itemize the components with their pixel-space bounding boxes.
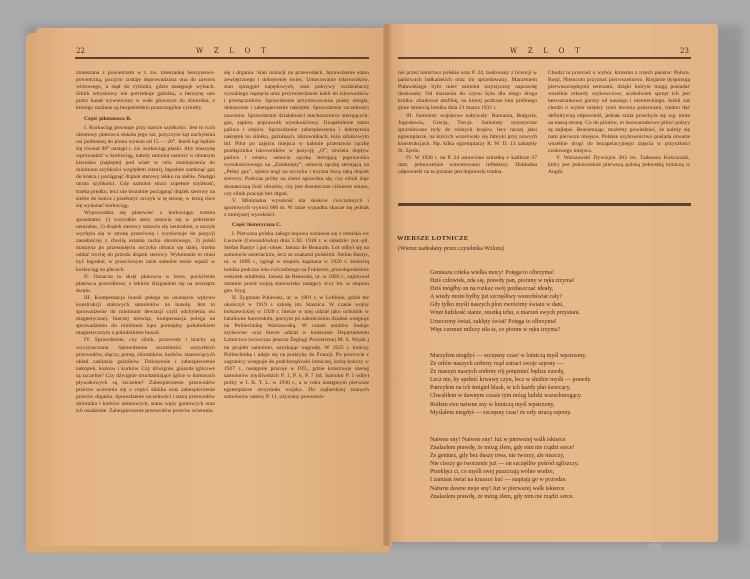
poem-line: Myślałem niegdyś — szczęsny czas! że orły stracą szpony. bbox=[430, 409, 572, 416]
page-tear-notch bbox=[648, 543, 662, 551]
paragraph: V. Warszawski Dywizjon 303 im. Tadeusza Kościuszki, który jest jednocześnie pierwszą polską jednostką lotniczą w Anglii. bbox=[548, 155, 690, 176]
poem-line: Więc czemuż milczy siła ta, co piorun w ręku trzyma? bbox=[430, 326, 561, 333]
poem-line: Znalazłem prawdę, że mózg złem, gdy nim nie rządzi serce. bbox=[430, 493, 574, 500]
poem-line: Geniuszu człeka wielka mocy! Potęga to olbrzyma! bbox=[430, 270, 554, 276]
poem-line: Znalazłem prawdę, że mózg złem, gdy nim nie rządzi serce! bbox=[430, 445, 575, 452]
page-number-right: 23 bbox=[680, 47, 689, 55]
paragraph: I. Korkociąg powstaje przy starcie szybkości. Jest to ruch obrotowy płatowca dokoła jego osi, przyczym kąt nachylenia osi podłużnej do pionu wynosi od 15 — 20°. Jeżeli kąt będzie się równał 90° nastąpi t. zw. korkociąg płaski. Aby maszynę wprowadzić w korkociąg, należy samolot ustawić w obranym kierunku (najlepiej pod wiatr w celu zmniejszenia do minimum szybkości względem ziemi), łagodnie zamknąć gaz do końca i pociągnąć drążek sterowy lekko na siebie. Nastąpi utrata szybkości. Gdy samolot straci zupełnie szybkość, trzeba prędko, lecz nie brutalnie pociągnąć drążek sterowy na siebie do końca i przełożyć orczyk w tę stronę, w którą chce się wykonać korkociąg. bbox=[76, 124, 215, 209]
poem-stanza-1 bbox=[430, 269, 580, 334]
paragraph: V. Minimalna wysokość dla skoków ćwiczebnych i sportowych wynosi 600 m. W razie wypadku skacze się jednak z mniejszej wysokości. bbox=[224, 197, 369, 218]
book-gutter bbox=[383, 24, 391, 546]
poem-line: Patrzyłem na ich śmigieł blask, w ich każdy płat świecący, bbox=[430, 385, 571, 392]
poem-line: Marzyłem niegdyś — szczęsny czas! w lotniczą myśl wpatrzony, bbox=[430, 353, 587, 359]
poem-line: Naiwne sny! Naiwne sny! Już w pierwszej walk iskierce bbox=[430, 437, 566, 443]
poem-line: Wnet ludzkość stanie, resztką tchu, u marzeń swych przystani. bbox=[430, 310, 581, 317]
section-heading: Część historyczna C. bbox=[232, 221, 282, 228]
section-heading: Część pilotażowa B. bbox=[84, 115, 132, 122]
poem-line: Dziś człowiek, zda się, prawdy pan, pioruny w ręku trzyma! bbox=[430, 278, 575, 285]
poem-stanza-3 bbox=[430, 436, 579, 501]
right-page-column-1 bbox=[398, 70, 537, 176]
page-number-left: 22 bbox=[76, 47, 85, 55]
header-rule-left bbox=[75, 57, 369, 59]
right-page-column-2 bbox=[548, 70, 690, 176]
poem-line: Urzeczony świat, zaklęty świat! Potęga to olbrzyma! bbox=[430, 318, 557, 325]
header-rule-right bbox=[398, 57, 691, 59]
running-head-left: W Z L O T bbox=[196, 47, 270, 55]
paragraph: III. Kompensacja busoli polega na usunięciu wpływu konstrukcji stalowych samolotów na busolę. Jest to sprowadzenie do minimum dewiacji czyli odchylenia osi magnetycznej. Inaczej mówiąc, kompensacja polega na sprowadzeniu do minimum kąta pomiędzy południkiem magnetycznym a południkiem busoli. bbox=[76, 294, 215, 337]
running-head-right: W Z L O T bbox=[510, 47, 584, 55]
poem-line: Że geniusz, gdy bez duszy trwa, nie tworzy, ale niszczy, bbox=[430, 453, 565, 460]
paragraph: nie przez lotnictwo polskie oraz P. 24, budowany z licencji w państwach bałkańskich oraz im sprzedawany. Marzeniem Puławskiego było mieć samolot turystyczny naprawdę doskonały. Od marzenia do czynu była dla niego droga krótka: zbudował amfibię, na której podczas lotu próbnego ginie śmiercią lotnika dnia 21 marca 1931 r. bbox=[398, 70, 537, 112]
paragraph: III. Samoloty wojskowe nabywały: Rumunia, Bułgaria, Jugosławia, Grecja, Turcja. Samoloty turystyczne sprzedawane były do różnych krajów, lecz raczej jako egzemplarze, na których wzorowały się fabryki przy nowych konstrukcjach. Np. kilka egzemplarzy R. W. D. 13 zakupiły St. Zjedn. bbox=[398, 112, 537, 155]
poem-line: Chwaliłem w dawnym czasie tym mózg ludzki wszechmogący. bbox=[430, 393, 582, 400]
poem-line: Przeklęci ci, co myśli swej puszczają wolno wodze, bbox=[430, 469, 555, 476]
paragraph: Chodzi tu przecież o wybór, któremu z trzech państw: Polsce, Rosji, Niemcom przyznać pierwszeństwo. Rosjanie dysponują pierwszorzędnymi terenami, dzięki którym mogą posiadać wszelkie rekordy szybowcowe, aczkolwiek sprzęt ich jest bezwarunkowo gorszy od naszego i niemieckiego. Jeżeli zaś chodzi o wybór między tymi dwoma państwami, trudno dać definitywną odpowiedź, jednak szala przechyla się wg. mnie na naszą stronę. Co do pilotów, to bezwarunkowo piloci polscy są najlepsi. Reasumując, możemy powiedzieć, że należy się nam pierwsze miejsce. Polskie szybownictwo posiada otwarte wszelkie drogi do bezapelacyjnego zajęcia w przyszłości czołowego miejsca. bbox=[548, 70, 690, 155]
poem-line: Lecz nie, by spełnić krwawy czyn, lecz w służbie myśli — prawdy. bbox=[430, 377, 592, 384]
left-page-column-2 bbox=[224, 70, 369, 401]
paragraph: II. Zygmunt Puławski, ur. w 1901 r. w Lublinie, gdzie też ukończył w 1919 r. szkołę im. Staszica. W czasie wojny bolszewickiej w 1920 r. bierze w niej udział jako ochotnik w batalionie harcerskim, poczym po zakończeniu działań wstępuje na Politechnikę Warszawską. W czasie studiów buduje szybowiec oraz bierze udział w konkursie Departamentu Lotnictwa (wówczas jeszcze Żeglugi Powietrznej M. S. Wojsk.) na projekt samolotu, uzyskując nagrodę. W 1925 r. kończy Politechnikę i udaje się na praktykę do Francji. Po powrocie z zagranicy wstępuje do podchorążówki lotniczej, którą kończy w 1927 r., następnie pracuje w PZL, gdzie konstruuje szereg samolotów myśliwskich P. 1, P. 6, P. 7 itd. Samolot P. 1 odbył próby w I. B. T. L. w 1930 r., a w roku następnym pierwsze egzemplarze otrzymało wojsko. Do najbardziej znanych samolotów należy P. 11, używany powszech- bbox=[224, 294, 369, 401]
poem-line: Gdy tylko myśli naszych plon zwrócimy światu w dani, bbox=[430, 302, 564, 309]
paragraph: IV. W 1936 r. na P. 24 ustawiono armatkę o kalibrze 37 mm; jednocześnie wmontowano reflektory. Dokładna odpowiedź na to pytanie jest doprawdy trudna. bbox=[398, 155, 537, 176]
poem-title: WIERSZE LOTNICZE bbox=[397, 235, 469, 242]
paragraph: II. Oznacza to skręt płatowca w lewo, pochylenie płatowca prawidłowe, z lekkim ślizganiem się na zewnątrz skrętu. bbox=[76, 273, 215, 294]
paragraph: Wyprowadza się płatowiec z korkociągu trzema sposobami: 1) wszystkie stery ustawia się w położenie neutralne, 2) drążek sterowy ustawia się neutralnie, a orczyk wychyla się w stronę przeciwną i wyrównuje do pozycji zasadniczej z chwilą ustania ruchu obrotowego, 3) jeżeli maszyna po przesunięciu orczyka obraca się dalej, trzeba oddać trochę do przodu drążek sterowy. Wykonanie to musi być łagodne, w przeciwnym razie samolot może wpaść w korkociąg na plecach. bbox=[76, 209, 215, 273]
poem-line: Roiłem swe naiwne sny w lotniczą myśl wpatrzony, bbox=[430, 401, 555, 408]
paragraph: IV. Sprawdzenie, czy silnik, przewody i blachy są wyczyszczone. Sprawdzenie szczelności wszystkich przewodów, złączy, pomp, zbiorników, kurków, stanowiących układ zasilania gaźników. Dokręcenie i zabezpieczenie nakrętek, korków i kurków. Czy dźwignie, gniazda iglicowe są szczelne? Czy dźwignie uruchamiające iglice w komorach pływakowych są szczelne? Zabezpieczenie przewodów przeciw ocieraniu się o części silnika oraz zabezpieczenie przeciw drganiu. Sprawdzenie szczelności i stanu przewodów zbiornika i kurków smarowych, stanu węży gumowych oraz ich osadzenie. Zabezpieczenie przewodów przeciw ocieraniu bbox=[76, 337, 215, 415]
poem-line: Dziś mógłby on na rozkaz swój pozłaszczać ideały, bbox=[430, 286, 554, 293]
poem-line: Nie cieszy go tworzenie już — on szczęśliw pośród zgliszczy. bbox=[430, 461, 579, 468]
poem-stanza-2 bbox=[430, 352, 592, 417]
left-page-column-1 bbox=[76, 70, 215, 416]
poem-line: Naiwne dawne moje sny! Już w pierwszej walk iskierce bbox=[430, 485, 565, 492]
poem-line: Że maszyn naszych srebrny rój potężnieć będzie zawdy, bbox=[430, 369, 565, 376]
poem-line: Że orłów naszych srebrny rząd zatraci swoje szpony — bbox=[430, 361, 563, 368]
paragraph: zmieszana z powietrzem w t. zw. mieszankę benzynowo-powietrzną, poczym zostaje doprowadzona ona do zaworu wlotowego, a stąd do cylindra, gdzie następuje wybuch. Silnik wtryskowy nie potrzebuje gaźnika, a benzynę ssie przez kanał wywiercony w wale głównym do zbiornika, z którego zasilane są bezpośrednio poszczególne cylindry. bbox=[76, 70, 215, 112]
poem-subtitle: (Wiersz nadesłany przez czytelnika Wzlotu) bbox=[398, 246, 504, 252]
poem-line: I zamiast świat na kruszce kuć — stapiają go w pożodze. bbox=[430, 477, 567, 484]
section-divider-rule bbox=[398, 203, 691, 206]
poem-line: A wiedy może byłby już szczęśliwy wszechświat cały? bbox=[430, 294, 563, 301]
paragraph: się i drganiu. Stan izolacji na przewodach. Sprawdzenie stanu zewnętrznego i dokręcenie świec. Umocowanie iskrowników, stan sprzęgieł napędowych, stan pokrywy rozdzielaczy wysokiego napięcia oraz przytwierdzenie kabli do iskrowników i przełączników. Sprawdzenie przymocowania piasty śmigła, dokręcenie i zabezpieczenie nakrętek. Sprawdzenie szczelności zaworów. Sprawdzenie działalności mechanizmów sterujących: gaz, zapłon, poprawnik wysokościowy. Uzupełnienie stanu paliwa i olejów. Sprawdzenie zabezpieczenia i dokręcenia nakrętek na silniku, gaźnikach, iskrownikach, łożu silnikowym itd. Pilot po zajęciu miejsca w kabinie przestawia rączkę przełącznika iskrowników w pozycję „O”, otwiera dopływ paliwa i smaru, ustawia rączkę sterującą poprawnika wysokościowego na „Zamknięty”, ustawia rączkę sterującą na „Pełny gaz”, opiera nogi na orczyku i trzyma lewą ręką drążek sterowy. Podczas próby na ziemi sprawdza się, czy silnik daje dostateczną ilość obrotów, czy jest dostateczne ciśnienie smaru, czy silnik pracuje bez drgań. bbox=[224, 70, 369, 197]
paragraph: I. Pierwsza polska załoga bojowa wzniosła się z lotniska we Lwowie (Lewandówka) dnia 5.XI. 1918 r. w składzie: por.-pil. Stefan Bastyr i por.-obser. Janusz de Beaurain. Lot odbył się na samolocie austriackim, lecz ze znakami polskimi. Stefan Bastyr, ur. w 1890 r., zginął w stopniu kapitana w 1920 r. śmiercią lotnika podczas lotu ćwiczebnego na Fokkerze, prawdopodobnie wskutek omdlenia. Janusz de Beaurain, ur. w 1893 r., zajmował ostatnio przed wojną stanowisko zastępcy d-cy lot. w stopniu gen. bryg. bbox=[224, 231, 369, 294]
